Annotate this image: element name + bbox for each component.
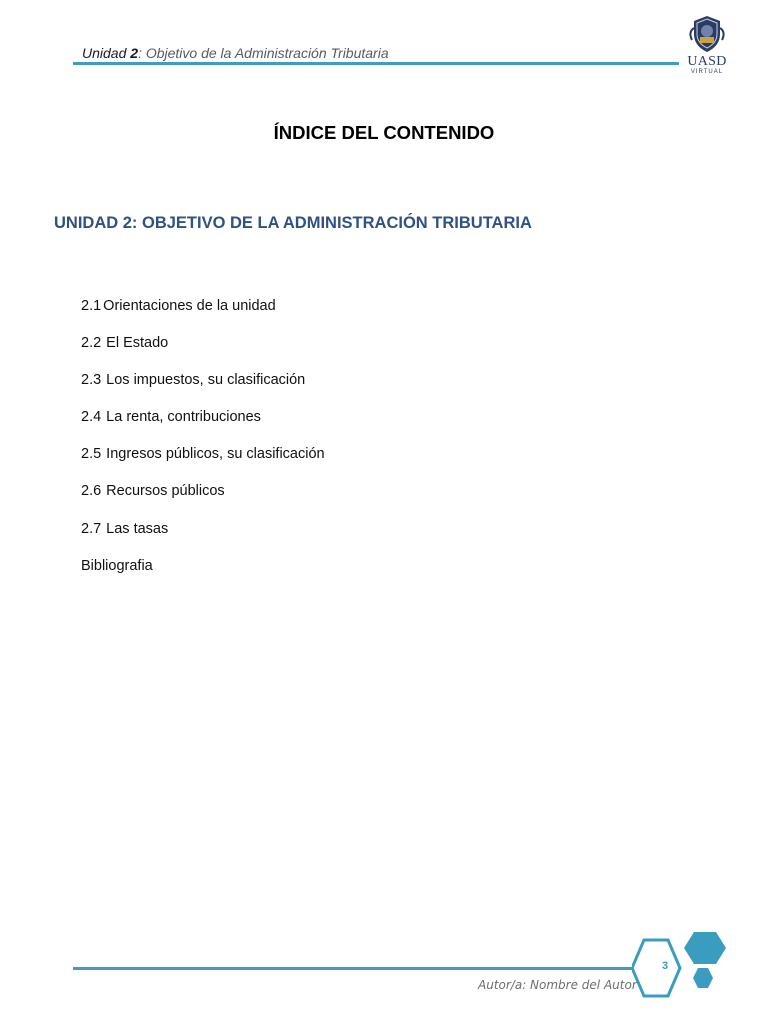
logo-subtitle: VIRTUAL bbox=[690, 69, 724, 75]
toc-item bbox=[81, 298, 325, 335]
toc-item-number: 2.4 bbox=[81, 409, 102, 426]
header-divider bbox=[73, 62, 679, 65]
toc-item-number: 2.5 bbox=[81, 446, 102, 463]
header-unit-number: 2 bbox=[130, 45, 139, 61]
page-number: 3 bbox=[661, 960, 669, 972]
toc-item-label: El Estado bbox=[106, 335, 169, 352]
toc-item-label: Las tasas bbox=[106, 520, 169, 537]
header-subtitle: : Objetivo de la Administración Tributaria bbox=[138, 45, 389, 61]
footer-divider bbox=[73, 967, 638, 970]
toc-item bbox=[81, 372, 325, 409]
toc-item-label: Ingresos públicos, su clasificación bbox=[106, 446, 325, 463]
toc-item-label: La renta, contribuciones bbox=[106, 409, 261, 426]
document-title: ÍNDICE DEL CONTENIDO bbox=[273, 122, 495, 143]
toc-item bbox=[81, 521, 325, 558]
toc-item bbox=[81, 409, 325, 446]
header-title bbox=[82, 45, 389, 61]
toc-item-label: Bibliografia bbox=[81, 557, 153, 574]
toc-item-label: Orientaciones de la unidad bbox=[103, 298, 276, 314]
toc-item-number: 2.7 bbox=[81, 520, 102, 537]
hexagon-cluster-icon bbox=[632, 926, 732, 1000]
footer-author: Autor/a: Nombre del Autor bbox=[478, 978, 637, 992]
toc-item-label: Los impuestos, su clasificación bbox=[106, 372, 306, 389]
toc-item bbox=[81, 446, 325, 483]
toc-item-number: 2.2 bbox=[81, 335, 102, 352]
section-heading: UNIDAD 2: OBJETIVO DE LA ADMINISTRACIÓN TRIBUTARIA bbox=[54, 214, 532, 232]
header-unit-label: Unidad bbox=[82, 45, 131, 61]
page-header bbox=[0, 0, 768, 80]
toc-item-label: Recursos públicos bbox=[106, 483, 225, 500]
toc-item-bibliography bbox=[81, 558, 325, 595]
university-seal-icon bbox=[684, 14, 730, 54]
toc-item bbox=[81, 335, 325, 372]
logo-name: UASD bbox=[687, 54, 727, 69]
toc-item-number: 2.1 bbox=[81, 298, 102, 314]
toc-item-number: 2.6 bbox=[81, 483, 102, 500]
toc-item-number: 2.3 bbox=[81, 372, 102, 389]
table-of-contents bbox=[81, 298, 325, 595]
uasd-logo bbox=[684, 14, 730, 78]
toc-item bbox=[81, 483, 325, 520]
